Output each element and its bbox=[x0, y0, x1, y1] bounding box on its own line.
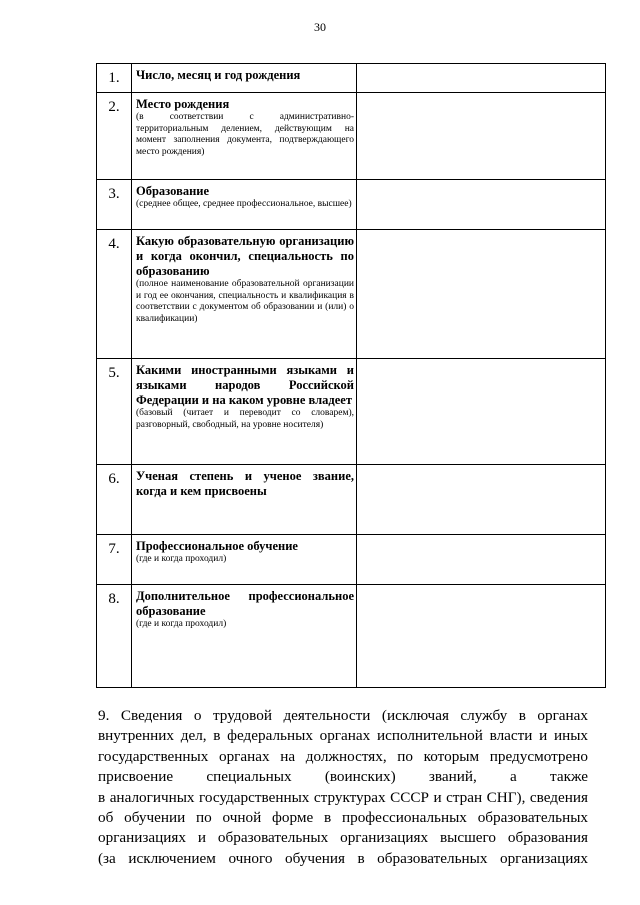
answer-field[interactable] bbox=[357, 359, 606, 465]
row-description bbox=[132, 64, 357, 93]
paragraph-line: в аналогичных государственных структурах СССР и стран СНГ), сведения bbox=[98, 788, 588, 806]
answer-field[interactable] bbox=[357, 180, 606, 230]
row-title: Число, месяц и год рождения bbox=[136, 68, 301, 82]
row-title: Ученая степень и ученое звание, когда и кем присвоены bbox=[136, 469, 354, 498]
paragraph-line: об обучении по очной форме в профессиональных образовательных bbox=[98, 809, 588, 827]
row-number: 4. bbox=[97, 230, 132, 359]
table-row bbox=[97, 465, 606, 535]
row-description bbox=[132, 585, 357, 688]
row-note: (где и когда проходил) bbox=[136, 619, 227, 629]
row-description bbox=[132, 180, 357, 230]
paragraph-line: 9. Сведения о трудовой деятельности (исключая службу в органах bbox=[98, 707, 588, 724]
page-number: 30 bbox=[314, 20, 326, 34]
answer-field[interactable] bbox=[357, 585, 606, 688]
row-note: (базовый (читает и переводит со словарем), разговорный, свободный, на уровне носителя) bbox=[136, 408, 354, 430]
answer-field[interactable] bbox=[357, 230, 606, 359]
row-title: Дополнительное профессиональное образование bbox=[136, 589, 354, 618]
row-description bbox=[132, 359, 357, 465]
table-row bbox=[97, 535, 606, 585]
table-row bbox=[97, 180, 606, 230]
row-description bbox=[132, 535, 357, 585]
row-number: 3. bbox=[97, 180, 132, 230]
row-note: (среднее общее, среднее профессиональное, высшее) bbox=[136, 199, 352, 209]
row-title: Профессиональное обучение bbox=[136, 539, 298, 553]
table-row bbox=[97, 359, 606, 465]
row-number: 7. bbox=[97, 535, 132, 585]
table-row bbox=[97, 93, 606, 180]
table-row bbox=[97, 230, 606, 359]
row-title: Место рождения bbox=[136, 97, 230, 111]
answer-field[interactable] bbox=[357, 93, 606, 180]
row-note: (полное наименование образовательной организации и год ее окончания, специальность и квалификация в соответствии с документом об образовании и (или) о квалификации) bbox=[136, 279, 354, 324]
row-title: Какими иностранными языками и языками народов Российской Федерации и на каком уровне владеет bbox=[136, 363, 354, 407]
questionnaire-table bbox=[96, 63, 606, 688]
answer-field[interactable] bbox=[357, 64, 606, 93]
table-row bbox=[97, 585, 606, 688]
section-9-paragraph bbox=[98, 706, 588, 869]
paragraph-line: организациях и образовательных организациях высшего образования bbox=[98, 829, 588, 847]
table-row bbox=[97, 64, 606, 93]
row-note: (в соответствии с административно-территориальным делением, действующим на момент заполнения документа, подтверждающего место рождения) bbox=[136, 112, 354, 157]
paragraph-line: внутренних дел, в федеральных органах исполнительной власти и иных bbox=[98, 727, 588, 745]
row-number: 8. bbox=[97, 585, 132, 688]
row-number: 2. bbox=[97, 93, 132, 180]
answer-field[interactable] bbox=[357, 465, 606, 535]
row-title: Какую образовательную организацию и когда окончил, специальность по образованию bbox=[136, 234, 354, 278]
row-description bbox=[132, 465, 357, 535]
paragraph-line: (за исключением очного обучения в образовательных организациях bbox=[98, 849, 588, 867]
row-number: 5. bbox=[97, 359, 132, 465]
row-number: 1. bbox=[97, 64, 132, 93]
paragraph-line: государственных органах на должностях, по которым предусмотрено bbox=[98, 747, 588, 765]
row-description bbox=[132, 230, 357, 359]
row-description bbox=[132, 93, 357, 180]
paragraph-line: присвоение специальных (воинских) званий, а также bbox=[98, 768, 588, 786]
answer-field[interactable] bbox=[357, 535, 606, 585]
row-note: (где и когда проходил) bbox=[136, 554, 227, 564]
row-title: Образование bbox=[136, 184, 210, 198]
row-number: 6. bbox=[97, 465, 132, 535]
